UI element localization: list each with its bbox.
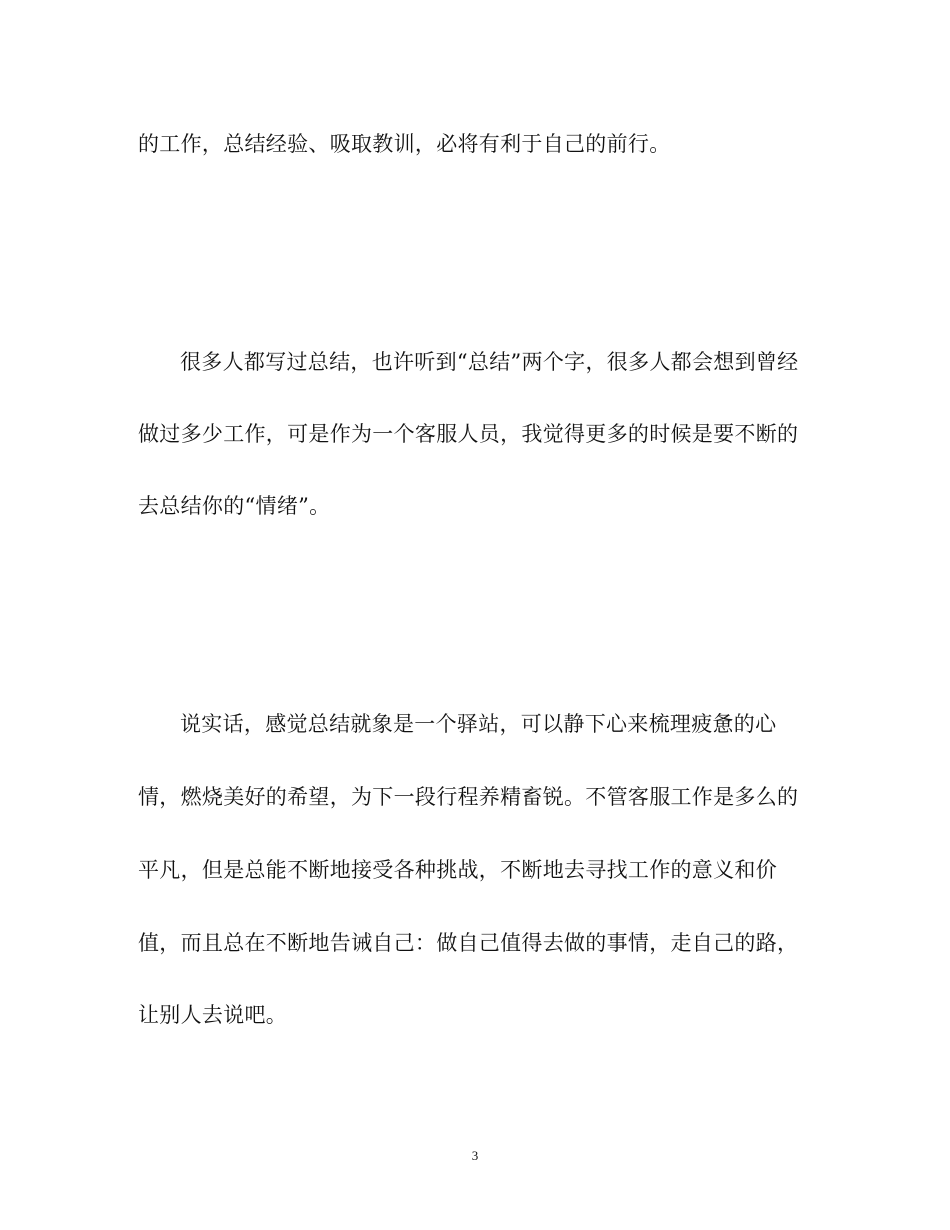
paragraph-3-line-5: 让别人去说吧。 [138, 1003, 288, 1027]
paragraph-3-line-2: 情，燃烧美好的希望，为下一段行程养精畜锐。不管客服工作是多么的 [138, 785, 799, 809]
page-number: 3 [471, 1148, 479, 1163]
paragraph-3-line-1: 说实话，感觉总结就象是一个驿站，可以静下心来梳理疲惫的心 [180, 712, 777, 736]
paragraph-2-line-2: 做过多少工作，可是作为一个客服人员，我觉得更多的时候是要不断的 [138, 422, 799, 446]
paragraph-1-line-1: 的工作，总结经验、吸取教训，必将有利于自己的前行。 [138, 132, 671, 156]
paragraph-2-line-1: 很多人都写过总结，也许听到“总结”两个字，很多人都会想到曾经 [180, 350, 799, 374]
paragraph-3-line-3: 平凡，但是总能不断地接受各种挑战，不断地去寻找工作的意义和价 [138, 858, 777, 882]
paragraph-2-line-3: 去总结你的“情绪”。 [138, 494, 331, 518]
paragraph-3-line-4: 值，而且总在不断地告诫自己：做自己值得去做的事情，走自己的路， [138, 931, 799, 955]
